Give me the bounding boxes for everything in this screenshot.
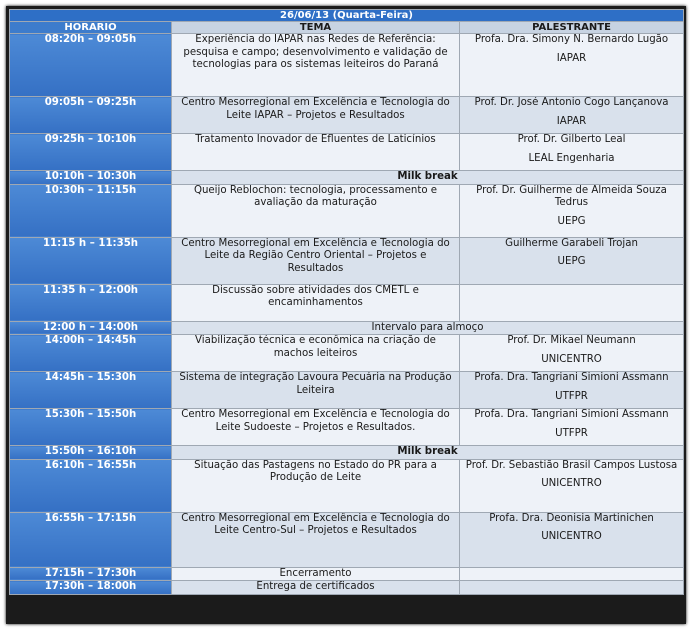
table-row <box>10 567 684 581</box>
row-topic: Encerramento <box>172 567 460 581</box>
table-row <box>10 97 684 134</box>
row-speaker-cell <box>460 372 684 409</box>
table-row <box>10 34 684 97</box>
row-speaker: Prof. Dr. Gilberto Leal <box>517 134 626 145</box>
row-time: 15:50h – 16:10h <box>10 446 172 460</box>
row-speaker: Prof. Dr. Guilherme de Almeida Souza Tedrus <box>476 184 667 208</box>
break-label: Intervalo para almoço <box>172 321 684 335</box>
row-topic: Centro Mesorregional em Excelência e Tecnologia do Leite da Região Centro Oriental – Projetos e Resultados <box>172 237 460 284</box>
row-speaker: Prof. Dr. Sebastião Brasil Campos Lustosa <box>465 459 678 471</box>
table-row <box>10 171 684 185</box>
row-institution: UTFPR <box>555 427 588 439</box>
row-institution: UNICENTRO <box>541 531 602 542</box>
row-speaker: Prof. Dr. José Antonio Cogo Lançanova <box>474 97 669 108</box>
schedule-date-title: 26/06/13 (Quarta-Feira) <box>10 10 684 22</box>
row-speaker: Profa. Dra. Tangriani Simioni Assmann <box>474 409 669 420</box>
row-time: 10:30h – 11:15h <box>10 184 172 237</box>
row-institution: UNICENTRO <box>541 353 602 365</box>
column-header-time: HORARIO <box>10 22 172 34</box>
schedule-table <box>9 9 684 595</box>
table-row <box>10 335 684 372</box>
row-time: 16:10h – 16:55h <box>10 459 172 512</box>
table-row <box>10 237 684 284</box>
row-institution: UTFPR <box>555 390 588 402</box>
row-speaker-cell <box>460 184 684 237</box>
break-label: Milk break <box>172 171 684 185</box>
row-time: 15:30h – 15:50h <box>10 409 172 446</box>
row-time: 09:05h – 09:25h <box>10 97 172 134</box>
row-time: 14:00h – 14:45h <box>10 335 172 372</box>
row-topic: Centro Mesorregional em Excelência e Tecnologia do Leite IAPAR – Projetos e Resultados <box>172 97 460 134</box>
row-speaker-cell <box>460 335 684 372</box>
table-row <box>10 134 684 171</box>
row-time: 12:00 h – 14:00h <box>10 321 172 335</box>
row-time: 10:10h – 10:30h <box>10 171 172 185</box>
row-institution: IAPAR <box>556 52 587 64</box>
table-row <box>10 184 684 237</box>
row-institution: IAPAR <box>556 115 587 127</box>
row-speaker-cell <box>460 34 684 97</box>
row-time: 14:45h – 15:30h <box>10 372 172 409</box>
table-row <box>10 372 684 409</box>
row-topic: Centro Mesorregional em Excelência e Tecnologia do Leite Sudoeste – Projetos e Resultados. <box>172 409 460 446</box>
row-institution: UEPG <box>557 215 586 227</box>
row-speaker <box>460 581 684 595</box>
table-row <box>10 581 684 595</box>
row-topic: Entrega de certificados <box>172 581 460 595</box>
row-topic: Viabilização técnica e econômica na criação de machos leiteiros <box>172 335 460 372</box>
row-time: 16:55h – 17:15h <box>10 512 172 567</box>
row-speaker-cell <box>460 409 684 446</box>
row-speaker: Profa. Dra. Tangriani Simioni Assmann <box>474 372 669 383</box>
row-topic: Experiência do IAPAR nas Redes de Referência: pesquisa e campo; desenvolvimento e validação de tecnologias para os sistemas leiteiros do Paraná <box>172 34 460 97</box>
row-time: 17:15h – 17:30h <box>10 567 172 581</box>
row-speaker-cell <box>460 459 684 512</box>
row-speaker: Guilherme Garabeli Trojan <box>505 237 638 249</box>
row-institution: UNICENTRO <box>541 478 602 489</box>
row-speaker <box>460 567 684 581</box>
row-time: 11:15 h – 11:35h <box>10 237 172 284</box>
row-topic: Queijo Reblochon: tecnologia, processamento e avaliação da maturação <box>172 184 460 237</box>
table-row <box>10 321 684 335</box>
row-topic: Centro Mesorregional em Excelência e Tecnologia do Leite Centro-Sul – Projetos e Resultados <box>172 512 460 567</box>
row-speaker: Prof. Dr. Mikael Neumann <box>507 335 636 346</box>
column-header-topic: TEMA <box>172 22 460 34</box>
row-time: 17:30h – 18:00h <box>10 581 172 595</box>
break-label: Milk break <box>172 446 684 460</box>
row-institution: LEAL Engenharia <box>528 152 615 164</box>
row-speaker-cell <box>460 134 684 171</box>
row-speaker: Profa. Dra. Deonisia Martinichen <box>489 512 654 524</box>
table-row <box>10 284 684 321</box>
column-header-speaker: PALESTRANTE <box>460 22 684 34</box>
row-speaker: Profa. Dra. Simony N. Bernardo Lugão <box>474 34 669 45</box>
row-speaker-cell <box>460 237 684 284</box>
table-row <box>10 512 684 567</box>
table-row <box>10 409 684 446</box>
table-row <box>10 446 684 460</box>
table-row <box>10 459 684 512</box>
row-speaker-cell <box>460 512 684 567</box>
row-time: 08:20h – 09:05h <box>10 34 172 97</box>
row-topic: Situação das Pastagens no Estado do PR para a Produção de Leite <box>172 459 460 512</box>
row-topic: Sistema de integração Lavoura Pecuária na Produção Leiteira <box>172 372 460 409</box>
row-time: 09:25h – 10:10h <box>10 134 172 171</box>
row-topic: Discussão sobre atividades dos CMETL e encaminhamentos <box>172 284 460 321</box>
row-topic: Tratamento Inovador de Efluentes de Laticínios <box>172 134 460 171</box>
row-speaker-cell <box>460 97 684 134</box>
row-time: 11:35 h – 12:00h <box>10 284 172 321</box>
row-speaker <box>460 284 684 321</box>
row-institution: UEPG <box>557 256 586 267</box>
